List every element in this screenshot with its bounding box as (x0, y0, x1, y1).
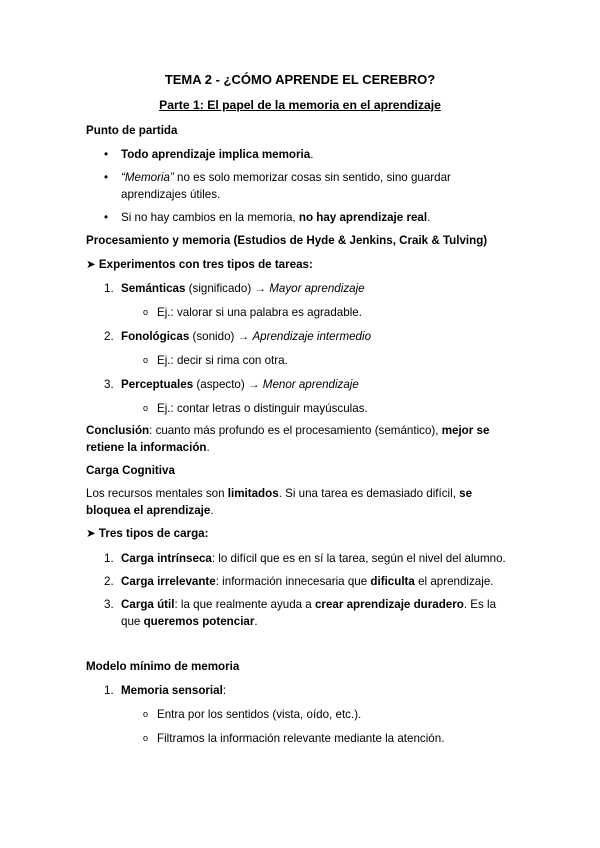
sub-item: Ej.: decir si rima con otra. (157, 354, 288, 367)
italic-text: Menor aprendizaje (262, 378, 359, 391)
plain-text: : cuanto más profundo es el procesamiento (semántico), (149, 424, 442, 437)
plain-text: : la que realmente ayuda a (174, 598, 315, 611)
plain-text: que (121, 615, 144, 628)
sub-bullet-marker: o (143, 733, 149, 743)
bold-text: queremos potenciar (143, 615, 255, 628)
arrow-heading-tipos-carga: ➤ Tres tipos de carga: (86, 527, 209, 540)
bullet-marker: • (104, 171, 109, 184)
sub-bullet-marker: o (143, 403, 149, 413)
bold-text: mejor se (441, 424, 490, 437)
sub-bullet-marker: o (143, 355, 149, 365)
bold-text: bloquea el aprendizaje (86, 504, 211, 517)
bold-text: Conclusión (86, 424, 150, 437)
italic-text: Mayor aprendizaje (269, 282, 365, 295)
bold-text: Fonológicas (121, 330, 190, 343)
bold-text: Carga útil (121, 598, 175, 611)
plain-text: . Si una tarea es demasiado difícil, (278, 487, 460, 500)
bullet-item-2 (121, 169, 451, 186)
plain-text: : lo difícil que es en sí la tarea, según el nivel del alumno. (211, 552, 506, 565)
list-number: 2. (104, 575, 114, 588)
sub-item: Filtramos la información relevante mediante la atención. (157, 732, 445, 745)
section-heading-procesamiento: Procesamiento y memoria (Estudios de Hyde & Jenkins, Craik & Tulving) (86, 234, 488, 247)
plain-text: Si no hay cambios en la memoria, (121, 211, 299, 224)
bullet-marker: • (104, 148, 109, 161)
page-subtitle: Parte 1: El papel de la memoria en el aprendizaje (159, 98, 441, 112)
list-number: 3. (104, 378, 114, 391)
bold-text: Carga irrelevante (121, 575, 216, 588)
list-number: 1. (104, 282, 114, 295)
bold-text: crear aprendizaje duradero (314, 598, 464, 611)
list-item-carga-util (121, 596, 496, 613)
conclusion-paragraph (86, 422, 489, 439)
bold-text: Semánticas (121, 282, 186, 295)
plain-text: (aspecto) → (193, 378, 263, 391)
plain-text: (sonido) → (189, 330, 253, 343)
plain-text: el aprendizaje. (414, 575, 494, 588)
carga-paragraph-line2 (86, 502, 214, 519)
sub-item: Ej.: valorar si una palabra es agradable. (157, 306, 362, 319)
sub-bullet-marker: o (143, 709, 149, 719)
plain-text: . (210, 504, 214, 517)
plain-text: . (206, 441, 210, 454)
italic-text: “Memoria” (121, 171, 174, 184)
plain-text: . Es la (463, 598, 497, 611)
plain-text: : información innecesaria que (215, 575, 371, 588)
list-number: 1. (104, 684, 114, 697)
plain-text: . (310, 148, 314, 161)
page-title: TEMA 2 - ¿CÓMO APRENDE EL CEREBRO? (164, 72, 436, 87)
list-item-semanticas (121, 280, 365, 297)
bullet-marker: • (104, 211, 109, 224)
plain-text: . (427, 211, 431, 224)
section-heading-punto-de-partida: Punto de partida (86, 124, 178, 137)
plain-text: no es solo memorizar cosas sin sentido, sino guardar (173, 171, 451, 184)
list-item-perceptuales (121, 376, 359, 393)
list-item-carga-util-line2 (121, 613, 258, 630)
arrow-heading-experimentos: ➤ Experimentos con tres tipos de tareas: (86, 258, 313, 271)
list-number: 3. (104, 598, 114, 611)
list-number: 1. (104, 552, 114, 565)
bold-text: se (459, 487, 473, 500)
plain-text: Los recursos mentales son (86, 487, 228, 500)
bullet-item-1 (121, 146, 313, 163)
bold-text: Todo aprendizaje implica memoria (121, 148, 311, 161)
sub-item: Entra por los sentidos (vista, oído, etc.). (157, 708, 362, 721)
sub-item: Ej.: contar letras o distinguir mayúsculas. (157, 402, 368, 415)
section-heading-modelo-minimo: Modelo mínimo de memoria (86, 660, 240, 673)
plain-text: (significado) → (185, 282, 270, 295)
list-item-fonologicas (121, 328, 371, 345)
bold-text: no hay aprendizaje real (298, 211, 428, 224)
carga-paragraph (86, 485, 472, 502)
list-number: 2. (104, 330, 114, 343)
bold-text: Memoria sensorial (121, 684, 223, 697)
bullet-item-2-line2: aprendizajes útiles. (121, 188, 221, 201)
bold-text: dificulta (370, 575, 415, 588)
sub-bullet-marker: o (143, 307, 149, 317)
list-item-carga-intrinseca (121, 550, 506, 567)
bold-text: Perceptuales (121, 378, 194, 391)
bold-text: Carga intrínseca (121, 552, 212, 565)
plain-text: : (222, 684, 227, 697)
bullet-item-3 (121, 209, 430, 226)
list-item-memoria-sensorial (121, 682, 226, 699)
section-heading-carga-cognitiva: Carga Cognitiva (86, 464, 175, 477)
conclusion-paragraph-line2 (86, 439, 210, 456)
bold-text: limitados (227, 487, 279, 500)
plain-text: . (254, 615, 258, 628)
italic-text: Aprendizaje intermedio (252, 330, 372, 343)
bold-text: retiene la información (86, 441, 207, 454)
list-item-carga-irrelevante (121, 573, 494, 590)
